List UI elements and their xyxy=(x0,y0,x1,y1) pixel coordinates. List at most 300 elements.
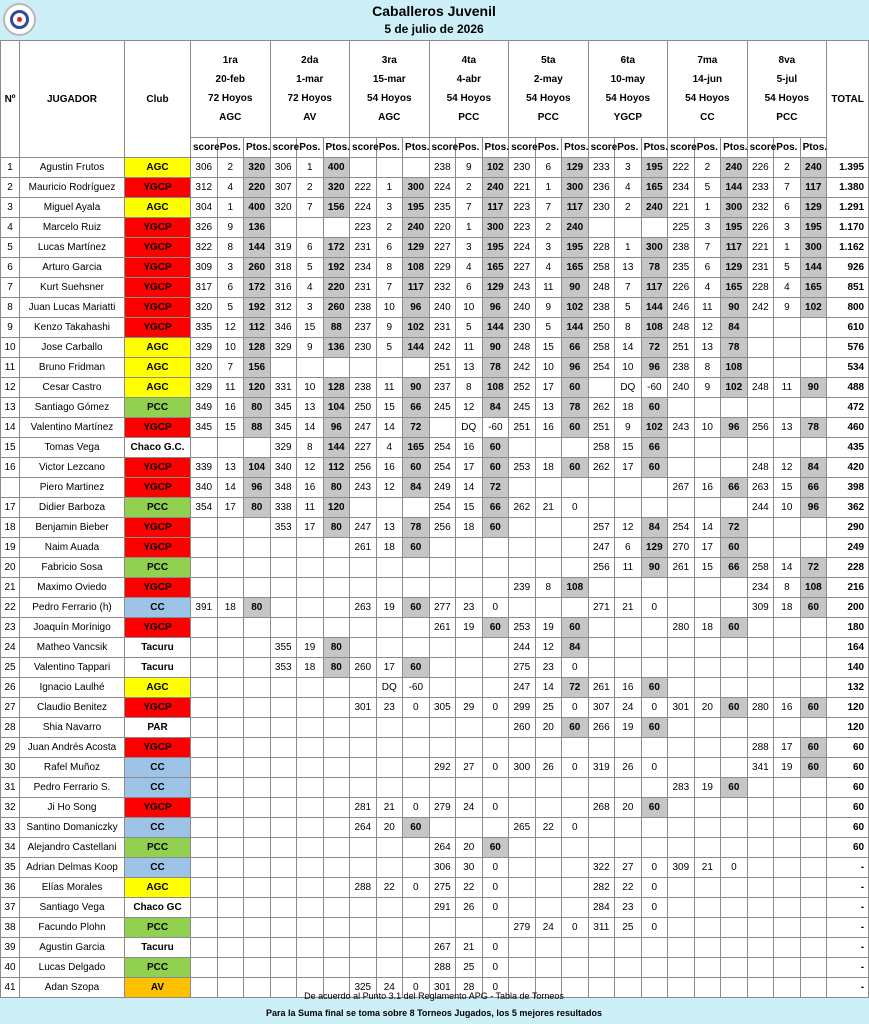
points-cell xyxy=(403,618,430,638)
score-cell xyxy=(270,958,297,978)
points-cell xyxy=(403,358,430,378)
pos-cell: 13 xyxy=(217,458,244,478)
total-cell: 60 xyxy=(827,838,869,858)
score-cell: 322 xyxy=(191,238,218,258)
score-cell: 240 xyxy=(429,298,456,318)
score-cell: 221 xyxy=(509,178,536,198)
score-cell xyxy=(270,818,297,838)
points-cell: 80 xyxy=(323,638,350,658)
score-cell: 231 xyxy=(350,238,377,258)
points-cell xyxy=(323,358,350,378)
row-number: 2 xyxy=(1,178,20,198)
pos-cell: 12 xyxy=(217,318,244,338)
total-cell: 60 xyxy=(827,758,869,778)
table-row xyxy=(1,918,869,938)
score-cell: 242 xyxy=(509,358,536,378)
pos-cell: 9 xyxy=(774,298,801,318)
score-cell: 243 xyxy=(509,278,536,298)
points-cell: 60 xyxy=(482,518,509,538)
player-name: Agustin Garcia xyxy=(20,938,125,958)
points-cell: 60 xyxy=(403,598,430,618)
pos-cell: 11 xyxy=(297,498,324,518)
points-cell xyxy=(323,598,350,618)
player-name: Maximo Oviedo xyxy=(20,578,125,598)
points-cell xyxy=(244,578,271,598)
score-cell: 257 xyxy=(588,518,615,538)
score-cell: 238 xyxy=(350,378,377,398)
table-row xyxy=(1,238,869,258)
table-row xyxy=(1,538,869,558)
score-cell: 329 xyxy=(270,338,297,358)
row-number: 32 xyxy=(1,798,20,818)
row-number: 23 xyxy=(1,618,20,638)
points-cell: 240 xyxy=(403,218,430,238)
points-cell: 90 xyxy=(562,278,589,298)
score-cell xyxy=(588,778,615,798)
score-cell xyxy=(747,798,774,818)
points-cell xyxy=(482,538,509,558)
total-cell: 926 xyxy=(827,258,869,278)
pos-cell xyxy=(376,918,403,938)
score-cell xyxy=(668,598,695,618)
score-cell xyxy=(747,618,774,638)
pos-cell: 14 xyxy=(376,418,403,438)
points-cell: 195 xyxy=(403,198,430,218)
score-cell xyxy=(270,918,297,938)
club-badge: Tacuru xyxy=(125,658,191,678)
club-badge: YGCP xyxy=(125,478,191,498)
score-cell: 220 xyxy=(429,218,456,238)
points-cell: 120 xyxy=(323,498,350,518)
pos-cell: 6 xyxy=(694,258,721,278)
points-cell: 156 xyxy=(244,358,271,378)
pos-cell: 9 xyxy=(297,338,324,358)
total-cell: - xyxy=(827,938,869,958)
pos-cell xyxy=(694,678,721,698)
score-cell: 256 xyxy=(747,418,774,438)
pos-cell xyxy=(217,438,244,458)
points-cell xyxy=(721,498,748,518)
score-cell: 320 xyxy=(191,358,218,378)
total-cell: 164 xyxy=(827,638,869,658)
points-cell xyxy=(323,758,350,778)
pos-cell xyxy=(774,958,801,978)
points-cell: 120 xyxy=(244,378,271,398)
club-badge: CC xyxy=(125,858,191,878)
score-cell xyxy=(588,938,615,958)
pos-cell xyxy=(694,718,721,738)
score-cell: 338 xyxy=(270,498,297,518)
table-row xyxy=(1,418,869,438)
points-cell xyxy=(800,538,827,558)
score-cell: 262 xyxy=(588,398,615,418)
subheader-score: score xyxy=(191,138,218,158)
subheader-pos: Pos. xyxy=(376,138,403,158)
points-cell: 102 xyxy=(641,418,668,438)
points-cell xyxy=(244,538,271,558)
points-cell: 320 xyxy=(323,178,350,198)
player-name: Agustin Frutos xyxy=(20,158,125,178)
pos-cell: 7 xyxy=(376,278,403,298)
pos-cell: 23 xyxy=(615,898,642,918)
score-cell: 258 xyxy=(747,558,774,578)
points-cell: 60 xyxy=(641,798,668,818)
pos-cell: 11 xyxy=(217,378,244,398)
points-cell: 60 xyxy=(721,698,748,718)
total-cell: 132 xyxy=(827,678,869,698)
club-badge: YGCP xyxy=(125,698,191,718)
subheader-pos: Pos. xyxy=(694,138,721,158)
total-cell: 228 xyxy=(827,558,869,578)
points-cell: 300 xyxy=(403,178,430,198)
points-cell xyxy=(721,838,748,858)
points-cell xyxy=(562,958,589,978)
table-row xyxy=(1,898,869,918)
total-cell: 120 xyxy=(827,698,869,718)
row-number: 1 xyxy=(1,158,20,178)
score-cell xyxy=(350,938,377,958)
points-cell xyxy=(482,678,509,698)
pos-cell: 1 xyxy=(297,158,324,178)
pos-cell: 3 xyxy=(297,298,324,318)
pos-cell xyxy=(615,838,642,858)
points-cell: 195 xyxy=(641,158,668,178)
club-badge: YGCP xyxy=(125,278,191,298)
table-row xyxy=(1,718,869,738)
row-number: 15 xyxy=(1,438,20,458)
score-cell: 226 xyxy=(747,218,774,238)
pos-cell: 8 xyxy=(694,358,721,378)
score-cell xyxy=(509,598,536,618)
club-badge: AGC xyxy=(125,878,191,898)
pos-cell xyxy=(217,958,244,978)
subheader-pos: Pos. xyxy=(297,138,324,158)
pos-cell: 15 xyxy=(774,478,801,498)
table-row xyxy=(1,618,869,638)
points-cell: 72 xyxy=(482,478,509,498)
points-cell xyxy=(482,778,509,798)
score-cell: 242 xyxy=(747,298,774,318)
points-cell xyxy=(800,938,827,958)
score-cell: 306 xyxy=(270,158,297,178)
points-cell: 78 xyxy=(562,398,589,418)
pos-cell: 8 xyxy=(615,318,642,338)
score-cell xyxy=(429,638,456,658)
points-cell: 60 xyxy=(562,418,589,438)
score-cell xyxy=(191,798,218,818)
score-cell xyxy=(270,358,297,378)
points-cell: 96 xyxy=(721,418,748,438)
pos-cell xyxy=(694,738,721,758)
pos-cell: 10 xyxy=(615,358,642,378)
score-cell xyxy=(509,938,536,958)
pos-cell: 15 xyxy=(217,418,244,438)
table-row xyxy=(1,458,869,478)
points-cell: 78 xyxy=(641,258,668,278)
points-cell: 0 xyxy=(562,758,589,778)
points-cell: 60 xyxy=(403,458,430,478)
pos-cell xyxy=(774,938,801,958)
pos-cell: 19 xyxy=(456,618,483,638)
pos-cell: 2 xyxy=(297,178,324,198)
points-cell: 0 xyxy=(482,938,509,958)
score-cell xyxy=(350,678,377,698)
score-cell xyxy=(668,398,695,418)
pos-cell xyxy=(376,718,403,738)
points-cell: 165 xyxy=(403,438,430,458)
points-cell xyxy=(244,958,271,978)
score-cell xyxy=(350,778,377,798)
row-number: 10 xyxy=(1,338,20,358)
player-name: Cesar Castro xyxy=(20,378,125,398)
score-cell: 304 xyxy=(191,198,218,218)
points-cell: 108 xyxy=(403,258,430,278)
points-cell: 66 xyxy=(800,478,827,498)
score-cell xyxy=(588,378,615,398)
points-cell: 300 xyxy=(721,198,748,218)
club-badge: CC xyxy=(125,598,191,618)
pos-cell xyxy=(376,578,403,598)
score-cell: 252 xyxy=(509,378,536,398)
score-cell xyxy=(270,578,297,598)
pos-cell xyxy=(456,738,483,758)
points-cell xyxy=(641,618,668,638)
score-cell xyxy=(509,798,536,818)
score-cell: 283 xyxy=(668,778,695,798)
points-cell: 96 xyxy=(403,298,430,318)
pos-cell: 11 xyxy=(535,278,562,298)
score-cell: 235 xyxy=(668,258,695,278)
score-cell: 251 xyxy=(668,338,695,358)
club-badge: YGCP xyxy=(125,298,191,318)
points-cell xyxy=(482,658,509,678)
score-cell: 222 xyxy=(668,158,695,178)
club-badge: YGCP xyxy=(125,538,191,558)
pos-cell: 9 xyxy=(694,378,721,398)
pos-cell xyxy=(217,658,244,678)
score-cell: 264 xyxy=(350,818,377,838)
pos-cell: 25 xyxy=(615,918,642,938)
row-number: 5 xyxy=(1,238,20,258)
points-cell: 0 xyxy=(482,878,509,898)
points-cell xyxy=(244,778,271,798)
club-badge: PCC xyxy=(125,398,191,418)
club-badge: AGC xyxy=(125,338,191,358)
points-cell: 102 xyxy=(482,158,509,178)
club-badge: CC xyxy=(125,758,191,778)
score-cell: 335 xyxy=(191,318,218,338)
pos-cell: 10 xyxy=(297,378,324,398)
score-cell: 243 xyxy=(350,478,377,498)
score-cell: 223 xyxy=(350,218,377,238)
score-cell: 238 xyxy=(350,298,377,318)
points-cell: 0 xyxy=(482,598,509,618)
points-cell xyxy=(800,718,827,738)
table-row xyxy=(1,878,869,898)
pos-cell: 13 xyxy=(694,338,721,358)
score-cell xyxy=(747,898,774,918)
score-cell xyxy=(191,538,218,558)
score-cell xyxy=(668,798,695,818)
table-row xyxy=(1,798,869,818)
table-row xyxy=(1,818,869,838)
pos-cell xyxy=(694,898,721,918)
score-cell: 301 xyxy=(350,698,377,718)
table-row xyxy=(1,758,869,778)
pos-cell: 2 xyxy=(456,178,483,198)
score-cell: 320 xyxy=(191,298,218,318)
pos-cell: 16 xyxy=(615,678,642,698)
points-cell xyxy=(562,878,589,898)
pos-cell xyxy=(217,638,244,658)
pos-cell: 24 xyxy=(615,698,642,718)
pos-cell xyxy=(217,618,244,638)
points-cell: 0 xyxy=(562,658,589,678)
points-cell xyxy=(800,878,827,898)
pos-cell: 18 xyxy=(535,458,562,478)
pos-cell xyxy=(217,858,244,878)
points-cell: 90 xyxy=(800,378,827,398)
points-cell xyxy=(721,918,748,938)
pos-cell: 2 xyxy=(535,218,562,238)
points-cell xyxy=(800,838,827,858)
score-cell: 346 xyxy=(270,318,297,338)
club-badge: AGC xyxy=(125,378,191,398)
pos-cell: 5 xyxy=(456,318,483,338)
score-cell xyxy=(509,558,536,578)
pos-cell xyxy=(217,698,244,718)
points-cell: 400 xyxy=(323,158,350,178)
row-number: 24 xyxy=(1,638,20,658)
row-number: 17 xyxy=(1,498,20,518)
score-cell xyxy=(270,218,297,238)
pos-cell: 4 xyxy=(615,178,642,198)
points-cell: 144 xyxy=(482,318,509,338)
points-cell: 60 xyxy=(482,458,509,478)
score-cell xyxy=(350,758,377,778)
points-cell: 144 xyxy=(403,338,430,358)
points-cell: 72 xyxy=(562,678,589,698)
pos-cell: 1 xyxy=(456,218,483,238)
pos-cell xyxy=(535,878,562,898)
pos-cell xyxy=(456,658,483,678)
club-badge: Chaco G.C. xyxy=(125,438,191,458)
score-cell: 229 xyxy=(429,258,456,278)
pos-cell: 12 xyxy=(297,458,324,478)
pos-cell xyxy=(694,498,721,518)
points-cell: 84 xyxy=(641,518,668,538)
points-cell: 66 xyxy=(721,558,748,578)
pos-cell xyxy=(217,798,244,818)
score-cell: 300 xyxy=(509,758,536,778)
points-cell xyxy=(323,778,350,798)
subheader-score: score xyxy=(509,138,536,158)
subheader-score: score xyxy=(350,138,377,158)
points-cell: 117 xyxy=(641,278,668,298)
total-cell: - xyxy=(827,918,869,938)
score-cell: 266 xyxy=(588,718,615,738)
score-cell: 223 xyxy=(509,218,536,238)
table-row xyxy=(1,178,869,198)
subheader-ptos: Ptos. xyxy=(721,138,748,158)
pos-cell xyxy=(217,898,244,918)
subheader-pos: Pos. xyxy=(535,138,562,158)
score-cell xyxy=(668,638,695,658)
score-cell xyxy=(509,778,536,798)
points-cell: 60 xyxy=(641,458,668,478)
pos-cell xyxy=(535,538,562,558)
pos-cell xyxy=(376,858,403,878)
score-cell: 230 xyxy=(588,198,615,218)
points-cell xyxy=(403,938,430,958)
score-cell: 256 xyxy=(350,458,377,478)
club-badge: Tacuru xyxy=(125,938,191,958)
points-cell: 192 xyxy=(323,258,350,278)
points-cell: 60 xyxy=(403,818,430,838)
score-cell xyxy=(191,918,218,938)
event-header: 1ra 20-feb 72 Hoyos AGC xyxy=(191,41,271,138)
points-cell: -60 xyxy=(641,378,668,398)
score-cell xyxy=(429,538,456,558)
pos-cell xyxy=(297,598,324,618)
points-cell: 96 xyxy=(641,358,668,378)
points-cell: 400 xyxy=(244,198,271,218)
player-name: Elías Morales xyxy=(20,878,125,898)
points-cell: 129 xyxy=(562,158,589,178)
pos-cell xyxy=(456,778,483,798)
pos-cell: 1 xyxy=(694,198,721,218)
pos-cell: 14 xyxy=(774,558,801,578)
pos-cell: 9 xyxy=(615,418,642,438)
row-number: 6 xyxy=(1,258,20,278)
pos-cell xyxy=(615,818,642,838)
pos-cell: 25 xyxy=(535,698,562,718)
score-cell: 281 xyxy=(350,798,377,818)
score-cell: 391 xyxy=(191,598,218,618)
club-badge: PCC xyxy=(125,498,191,518)
pos-cell: 21 xyxy=(535,498,562,518)
score-cell xyxy=(270,898,297,918)
points-cell xyxy=(721,578,748,598)
table-row xyxy=(1,478,869,498)
score-cell: 232 xyxy=(747,198,774,218)
score-cell: 254 xyxy=(429,498,456,518)
pos-cell xyxy=(774,878,801,898)
event-header: 3ra 15-mar 54 Hoyos AGC xyxy=(350,41,430,138)
score-cell: 319 xyxy=(588,758,615,778)
player-name: Rafel Muñoz xyxy=(20,758,125,778)
pos-cell: 7 xyxy=(456,198,483,218)
pos-cell xyxy=(297,898,324,918)
score-cell xyxy=(350,838,377,858)
event-header: 4ta 4-abr 54 Hoyos PCC xyxy=(429,41,509,138)
points-cell xyxy=(562,438,589,458)
score-cell xyxy=(509,838,536,858)
pos-cell: 4 xyxy=(297,278,324,298)
score-cell xyxy=(747,658,774,678)
points-cell: 60 xyxy=(562,378,589,398)
points-cell: 90 xyxy=(721,298,748,318)
points-cell: 60 xyxy=(403,658,430,678)
subheader-score: score xyxy=(747,138,774,158)
pos-cell: 2 xyxy=(376,218,403,238)
points-cell xyxy=(244,438,271,458)
points-cell xyxy=(800,678,827,698)
points-cell: 60 xyxy=(403,538,430,558)
pos-cell: 11 xyxy=(376,378,403,398)
row-number: 18 xyxy=(1,518,20,538)
row-number: 22 xyxy=(1,598,20,618)
